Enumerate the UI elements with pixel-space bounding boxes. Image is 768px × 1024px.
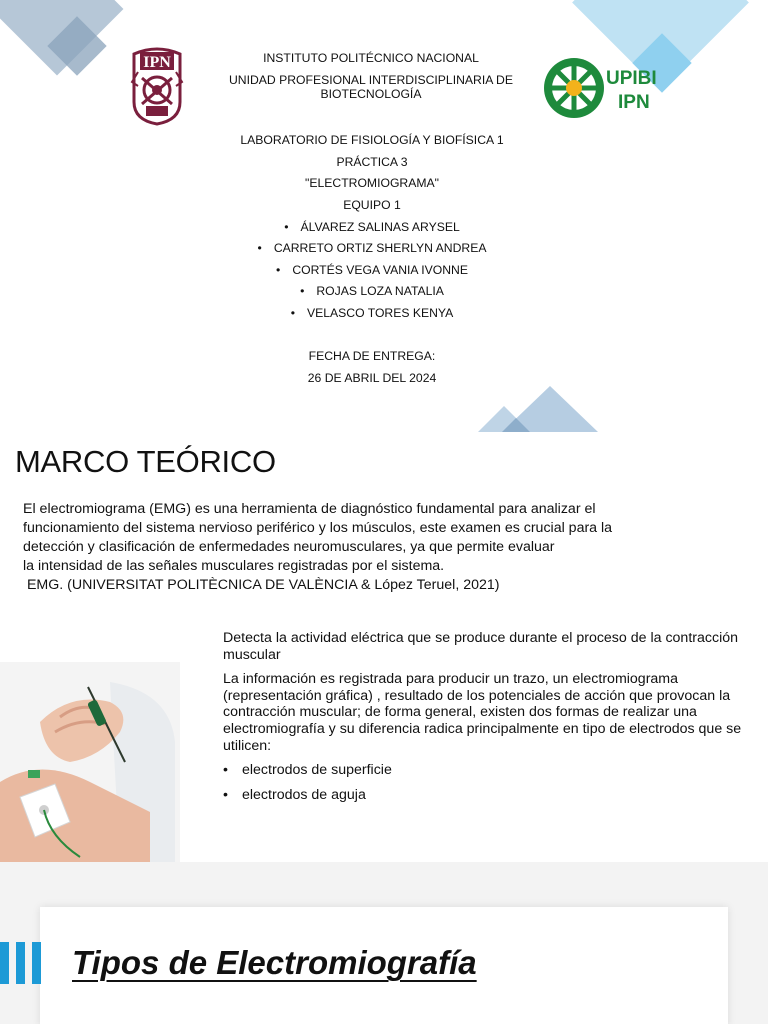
accent-bars	[0, 942, 42, 984]
practice-topic: "ELECTROMIOGRAMA"	[305, 176, 439, 190]
unit-name: UNIDAD PROFESIONAL INTERDISCIPLINARIA DE BIOTECNOLOGÍA	[229, 73, 513, 102]
member-item: • ÁLVAREZ SALINAS ARYSEL	[180, 220, 564, 241]
member-item: • CARRETO ORTIZ SHERLYN ANDREA	[180, 241, 564, 262]
theory-paragraph	[23, 500, 723, 595]
cover-slide	[0, 0, 768, 432]
slide-title: Tipos de Electromiografía	[72, 944, 477, 981]
paragraph-line: El electromiograma (EMG) es una herramienta de diagnóstico fundamental para analizar el	[23, 501, 596, 517]
member-item: • ROJAS LOZA NATALIA	[180, 284, 564, 305]
due-date-label: FECHA DE ENTREGA:	[308, 349, 436, 363]
paragraph-line: la intensidad de las señales musculares registradas por el sistema.	[23, 558, 445, 574]
decorative-triangles	[478, 384, 598, 432]
practice-number: PRÁCTICA 3	[336, 155, 408, 169]
institution-name: INSTITUTO POLITÉCNICO NACIONAL	[263, 51, 479, 65]
citation-line: EMG. (UNIVERSITAT POLITÈCNICA DE VALÈNCIA & López Teruel, 2021)	[23, 577, 500, 593]
upibi-logo	[540, 52, 658, 122]
upibi-logo-subtext: IPN	[618, 92, 650, 113]
slide-title: MARCO TEÓRICO	[15, 444, 276, 479]
member-item: • VELASCO TORES KENYA	[180, 306, 564, 327]
theory-slide	[0, 432, 768, 862]
due-date: 26 DE ABRIL DEL 2024	[307, 371, 437, 385]
list-item: • electrodos de superficie	[223, 762, 743, 787]
paragraph-line: detección y clasificación de enfermedades neuromusculares, ya que permite evaluar	[23, 539, 555, 555]
lab-name: LABORATORIO DE FISIOLOGÍA Y BIOFÍSICA 1	[240, 133, 504, 147]
list-item: • electrodos de aguja	[223, 787, 743, 812]
types-slide	[0, 862, 768, 1024]
upibi-logo-text: UPIBI	[606, 68, 657, 89]
ipn-logo-text: IPN	[143, 54, 171, 71]
member-list	[180, 220, 564, 327]
member-item: • CORTÉS VEGA VANIA IVONNE	[180, 263, 564, 284]
electrode-types-list	[223, 762, 743, 812]
detects-text: Detecta la actividad eléctrica que se produce durante el proceso de la contracción muscular	[223, 630, 738, 663]
emg-description	[223, 630, 743, 812]
info-text: La información es registrada para producir un trazo, un electromiograma (representación gráfica) , resultado de los potenciales de acción que provocan la contracción muscular; de forma general, existen dos formas de realizar una electromiografía y su diferencia radica principalmente en tipo de electrodos que se utilicen:	[223, 671, 742, 754]
electrode-arm-image	[0, 662, 180, 862]
team-name: EQUIPO 1	[343, 198, 401, 212]
ipn-logo	[128, 42, 186, 126]
paragraph-line: funcionamiento del sistema nervioso periférico y los músculos, este examen es crucial para la	[23, 520, 613, 536]
